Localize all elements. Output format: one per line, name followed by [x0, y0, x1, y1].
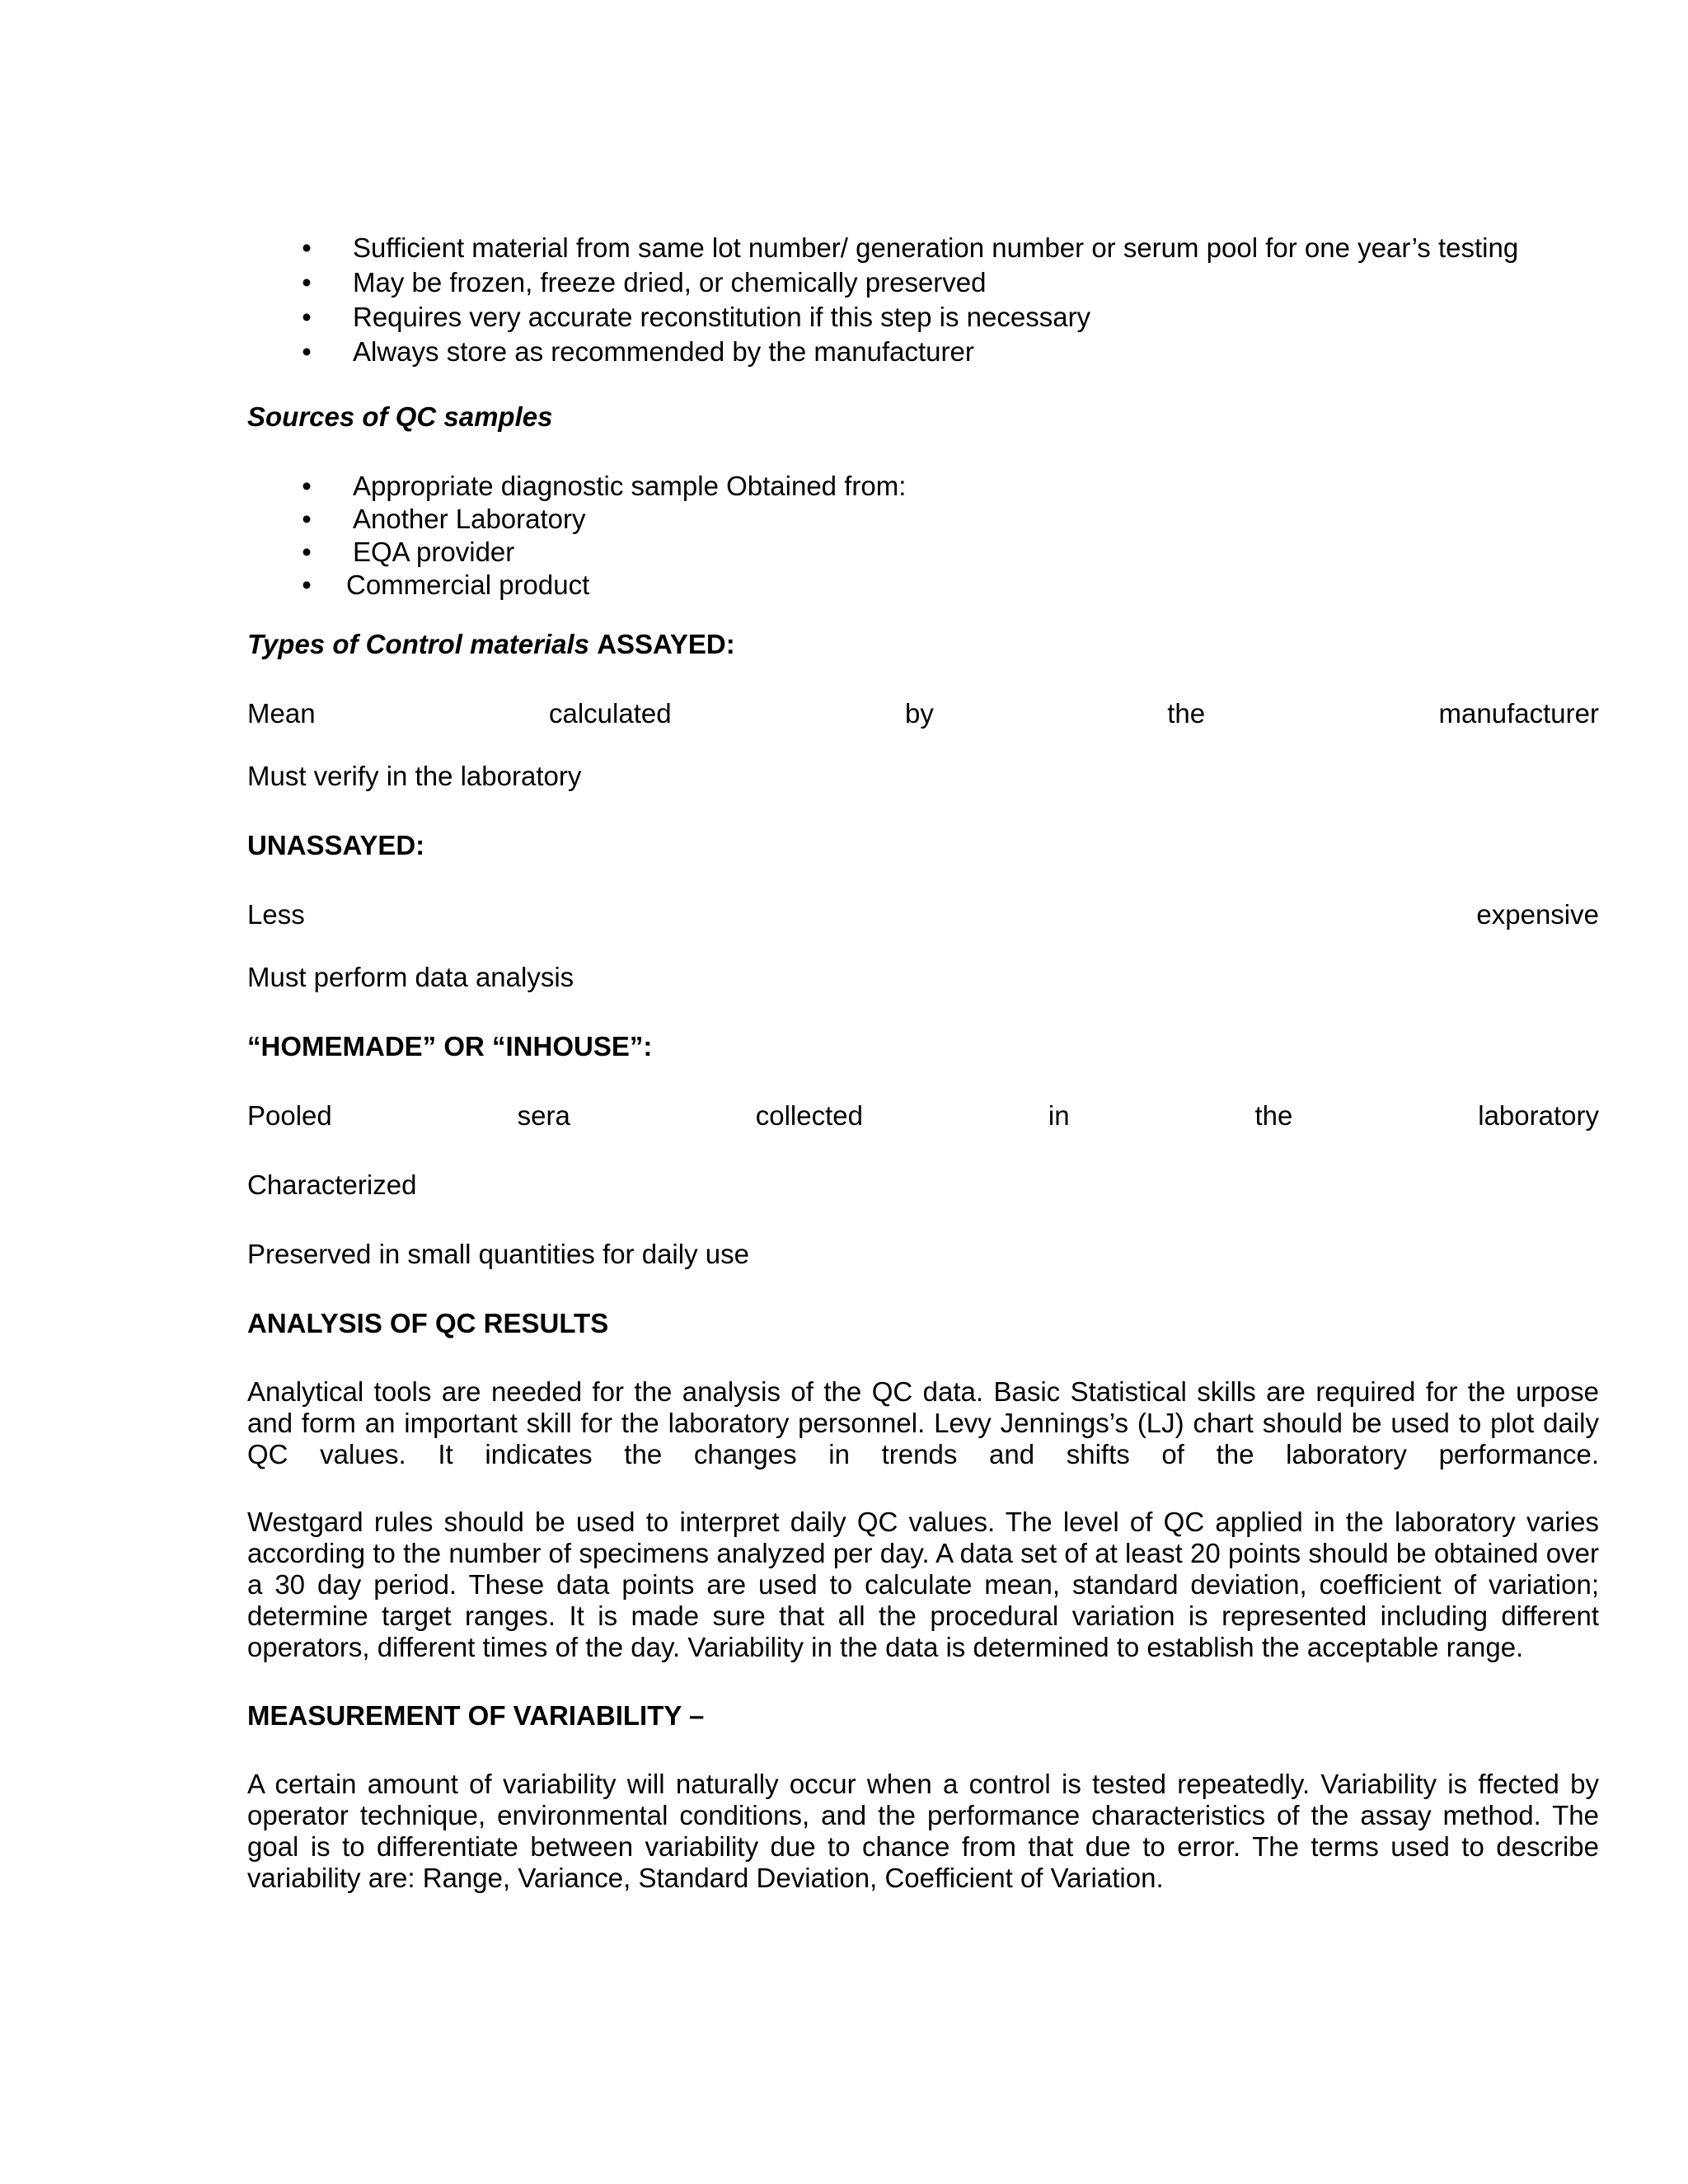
homemade-note-1: Characterized [247, 1169, 417, 1200]
bullet-icon: • [302, 267, 312, 298]
variability-paragraph: A certain amount of variability will naturally occur when a control is tested repeatedly. Variability is ffected by operator technique, environmental conditions, and the performance characteristics of the assay method. The goal is to differentiate between variability due to chance from that due to error. The terms used to describe variability are: Range, Variance, Standard Deviation, Coefficient of Variation. [247, 1769, 1599, 1893]
list-item: • Sufficient material from same lot number/ generation number or serum pool for one year’s testing [247, 231, 1599, 265]
bullet-icon: • [302, 232, 312, 263]
list-item: • May be frozen, freeze dried, or chemically preserved [247, 265, 1599, 300]
bullet-icon: • [302, 537, 312, 567]
types-heading: Types of Control materials ASSAYED: [247, 629, 735, 659]
analysis-heading: ANALYSIS OF QC RESULTS [247, 1308, 609, 1338]
assayed-line: Mean calculated by the manufacturer [247, 698, 1599, 729]
list-item: • Another Laboratory [247, 503, 1599, 536]
bullet-icon: • [302, 471, 312, 501]
homemade-line: Pooled sera collected in the laboratory [247, 1100, 1599, 1131]
unassayed-line: Less expensive [247, 899, 1599, 930]
bullet-icon: • [302, 504, 312, 534]
list-item: • Requires very accurate reconstitution if this step is necessary [247, 300, 1599, 335]
analysis-paragraph-1: Analytical tools are needed for the analysis of the QC data. Basic Statistical skills are required for the urpose and form an important skill for the laboratory personnel. Levy Jennings’s (LJ) chart should be used to plot daily QC values. It indicates the changes in trends and shifts of the laboratory performance. [247, 1376, 1599, 1469]
homemade-note-2: Preserved in small quantities for daily use [247, 1239, 749, 1269]
sources-heading: Sources of QC samples [247, 401, 553, 432]
list-item: • EQA provider [247, 536, 1599, 569]
requirements-list [247, 231, 1599, 369]
bullet-icon: • [302, 336, 312, 367]
document-page [247, 231, 1599, 1894]
homemade-heading: “HOMEMADE” OR “INHOUSE”: [247, 1031, 653, 1062]
bullet-icon: • [302, 302, 312, 332]
unassayed-note: Must perform data analysis [247, 962, 574, 992]
analysis-paragraph-2: Westgard rules should be used to interpret daily QC values. The level of QC applied in the laboratory varies according to the number of specimens analyzed per day. A data set of at least 20 points should be obtained over a 30 day period. These data points are used to calculate mean, standard deviation, coefficient of variation; determine target ranges. It is made sure that all the procedural variation is represented including different operators, different times of the day. Variability in the data is determined to establish the acceptable range. [247, 1507, 1599, 1662]
sources-list [247, 470, 1599, 602]
assayed-note: Must verify in the laboratory [247, 761, 582, 791]
unassayed-heading: UNASSAYED: [247, 830, 425, 860]
list-item: • Commercial product [247, 569, 1599, 602]
bullet-icon: • [302, 569, 312, 600]
list-item: • Always store as recommended by the manufacturer [247, 335, 1599, 369]
variability-heading: MEASUREMENT OF VARIABILITY – [247, 1700, 705, 1731]
list-item: • Appropriate diagnostic sample Obtained from: [247, 470, 1599, 503]
